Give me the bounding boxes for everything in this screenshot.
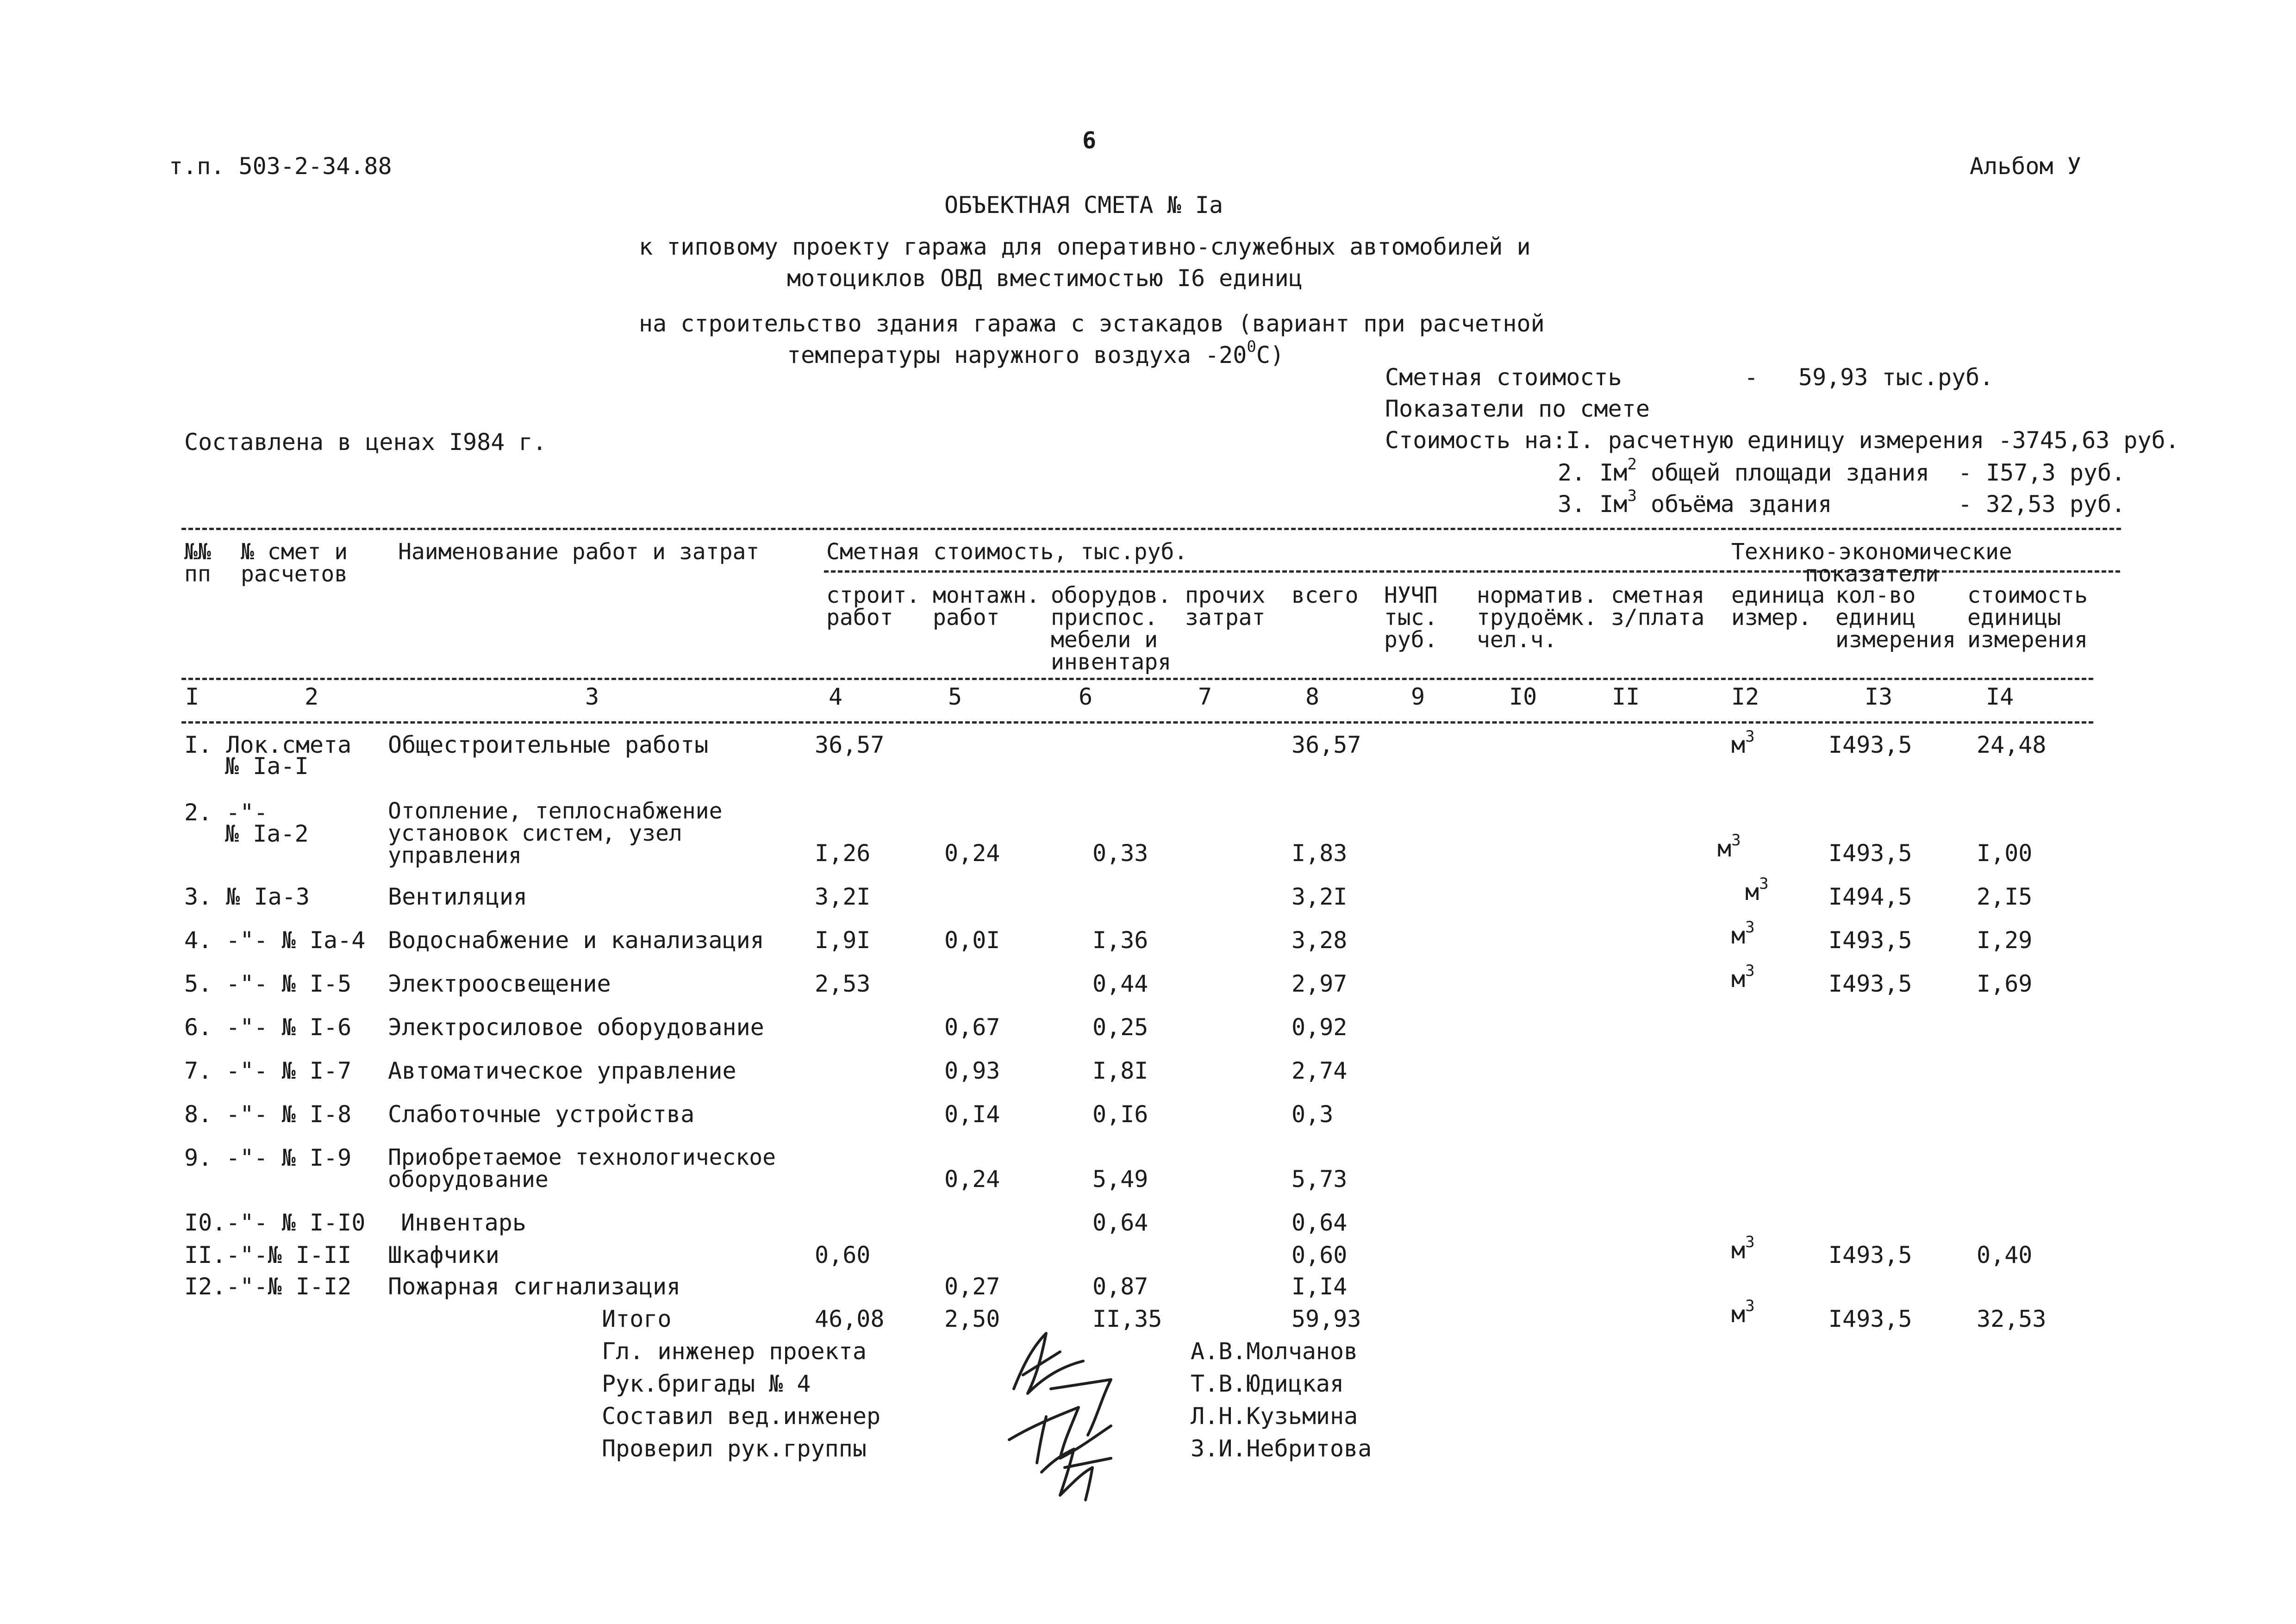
row-6-number: 6. -"- № I-6 bbox=[184, 1014, 352, 1041]
unit-cost-line-2: 2. $Iм^2$ общей площади здания bbox=[1558, 455, 1930, 486]
total-equipment: II,35 bbox=[1092, 1305, 1162, 1332]
subtitle-line-1: к типовому проекту гаража для оперативно-служебных автомобилей и bbox=[639, 233, 1531, 260]
col-header-12: единица измер. bbox=[1731, 582, 1825, 631]
row-11-number: II.-"-№ I-II bbox=[184, 1242, 352, 1268]
row-12-name: Пожарная сигнализация bbox=[388, 1273, 681, 1300]
signature-name-3: Л.Н.Кузьмина bbox=[1191, 1403, 1358, 1430]
row-10-equipment: 0,64 bbox=[1092, 1209, 1148, 1236]
col-header-3: Наименование работ и затрат bbox=[398, 539, 760, 565]
row-8-total: 0,3 bbox=[1292, 1101, 1334, 1128]
signature-name-1: А.В.Молчанов bbox=[1191, 1338, 1358, 1365]
estimate-cost-label: Сметная стоимость bbox=[1385, 364, 1622, 391]
row-5-price: I,69 bbox=[1977, 970, 2033, 997]
row-8-name: Слаботочные устройства bbox=[388, 1101, 695, 1128]
row-1-total: 36,57 bbox=[1292, 731, 1361, 758]
row-5-number: 5. -"- № I-5 bbox=[184, 970, 352, 997]
row-5-qty: I493,5 bbox=[1828, 970, 1912, 997]
row-6-total: 0,92 bbox=[1292, 1014, 1348, 1041]
subtitle-line-4: температуры наружного воздуха $-20^0С$) bbox=[787, 337, 1285, 369]
row-11-total: 0,60 bbox=[1292, 1242, 1348, 1268]
row-2-price: I,00 bbox=[1977, 840, 2033, 867]
row-4-price: I,29 bbox=[1977, 927, 2033, 954]
signature-role-3: Составил вед.инженер bbox=[602, 1403, 881, 1430]
estimate-cost-value: 59,93 тыс.руб. bbox=[1798, 364, 1994, 391]
row-2-number: 2. -"- bbox=[184, 799, 268, 826]
row-11-name: Шкафчики bbox=[388, 1242, 499, 1268]
row-11-qty: I493,5 bbox=[1828, 1242, 1912, 1268]
row-2-name: Отопление, теплоснабжение установок систем, узел управления bbox=[388, 798, 723, 868]
handwritten-signatures bbox=[995, 1319, 1162, 1505]
col-group-tech: Технико-экономические показатели bbox=[1731, 539, 2012, 587]
row-1-qty: I493,5 bbox=[1828, 731, 1912, 758]
row-2-qty: I493,5 bbox=[1828, 840, 1912, 867]
total-label: Итого bbox=[602, 1305, 672, 1332]
subtitle-line-2: мотоциклов ОВД вместимостью I6 единиц bbox=[787, 265, 1303, 292]
album-label: Альбом У bbox=[1970, 153, 2081, 180]
row-5-unit: $м^3$ bbox=[1731, 962, 1755, 993]
row-1-unit: $м^3$ bbox=[1731, 727, 1755, 758]
row-6-equipment: 0,25 bbox=[1092, 1014, 1148, 1041]
row-5-construction: 2,53 bbox=[815, 970, 871, 997]
col-group-cost: Сметная стоимость, тыс.руб. bbox=[826, 539, 1188, 565]
col-header-9: НУЧП тыс. руб. bbox=[1384, 582, 1438, 653]
row-4-equipment: I,36 bbox=[1092, 927, 1148, 954]
row-8-installation: 0,I4 bbox=[944, 1101, 1000, 1128]
compiled-prices-note: Составлена в ценах I984 г. bbox=[184, 429, 547, 456]
row-12-total: I,I4 bbox=[1292, 1273, 1348, 1300]
row-11-unit: $м^3$ bbox=[1731, 1233, 1755, 1264]
row-9-number: 9. -"- № I-9 bbox=[184, 1144, 352, 1171]
col-number-11: II bbox=[1612, 683, 1640, 710]
row-4-qty: I493,5 bbox=[1828, 927, 1912, 954]
row-10-name: Инвентарь bbox=[401, 1209, 526, 1236]
signature-role-2: Рук.бригады № 4 bbox=[602, 1370, 811, 1397]
signature-name-2: Т.В.Юдицкая bbox=[1191, 1370, 1344, 1397]
row-3-qty: I494,5 bbox=[1828, 883, 1912, 910]
row-9-total: 5,73 bbox=[1292, 1166, 1348, 1193]
row-3-total: 3,2I bbox=[1292, 883, 1348, 910]
row-4-total: 3,28 bbox=[1292, 927, 1348, 954]
row-4-installation: 0,0I bbox=[944, 927, 1000, 954]
project-code: т.п. 503-2-34.88 bbox=[169, 153, 392, 180]
row-11-price: 0,40 bbox=[1977, 1242, 2033, 1268]
row-2-total: I,83 bbox=[1292, 840, 1348, 867]
row-3-number: 3. № Iа-3 bbox=[184, 883, 310, 910]
col-header-5: монтажн. работ bbox=[933, 582, 1040, 631]
col-header-14: стоимость единицы измерения bbox=[1967, 582, 2088, 653]
row-5-total: 2,97 bbox=[1292, 970, 1348, 997]
col-number-8: 8 bbox=[1305, 683, 1320, 710]
row-4-number: 4. -"- № Iа-4 bbox=[184, 927, 366, 954]
row-12-equipment: 0,87 bbox=[1092, 1273, 1148, 1300]
col-number-2: 2 bbox=[305, 683, 319, 710]
unit-cost-line-3-value: - 32,53 руб. bbox=[1958, 491, 2126, 518]
row-8-number: 8. -"- № I-8 bbox=[184, 1101, 352, 1128]
row-6-name: Электросиловое оборудование bbox=[388, 1014, 764, 1041]
row-7-installation: 0,93 bbox=[944, 1057, 1000, 1084]
row-1-price: 24,48 bbox=[1977, 731, 2046, 758]
page-number: 6 bbox=[1082, 127, 1097, 154]
row-4-name: Водоснабжение и канализация bbox=[388, 927, 764, 954]
row-2-number-line2: № Iа-2 bbox=[225, 820, 309, 847]
col-header-10: норматив. трудоёмк. чел.ч. bbox=[1477, 582, 1597, 653]
row-3-unit: $м^3$ bbox=[1745, 874, 1769, 906]
row-12-number: I2.-"-№ I-I2 bbox=[184, 1273, 352, 1300]
row-3-construction: 3,2I bbox=[815, 883, 871, 910]
row-7-name: Автоматическое управление bbox=[388, 1057, 736, 1084]
numbers-bottom-rule bbox=[181, 721, 2093, 724]
col-header-1: №№ пп bbox=[184, 539, 211, 587]
row-2-construction: I,26 bbox=[815, 840, 871, 867]
row-7-number: 7. -"- № I-7 bbox=[184, 1057, 352, 1084]
col-number-12: I2 bbox=[1731, 683, 1759, 710]
col-header-11: сметная з/плата bbox=[1611, 582, 1705, 631]
row-2-equipment: 0,33 bbox=[1092, 840, 1148, 867]
row-1-construction: 36,57 bbox=[815, 731, 885, 758]
signature-name-4: З.И.Небритова bbox=[1191, 1435, 1372, 1462]
row-1-number-line2: № Iа-I bbox=[225, 753, 309, 780]
total-price: 32,53 bbox=[1977, 1305, 2046, 1332]
col-number-4: 4 bbox=[829, 683, 843, 710]
col-number-14: I4 bbox=[1986, 683, 2014, 710]
row-3-price: 2,I5 bbox=[1977, 883, 2033, 910]
document-title: ОБЪЕКТНАЯ СМЕТА № Iа bbox=[944, 192, 1223, 219]
row-8-equipment: 0,I6 bbox=[1092, 1101, 1148, 1128]
row-4-unit: $м^3$ bbox=[1731, 918, 1755, 949]
row-5-equipment: 0,44 bbox=[1092, 970, 1148, 997]
row-1-number: I. Лок.смета bbox=[184, 731, 352, 758]
row-4-construction: I,9I bbox=[815, 927, 871, 954]
row-10-total: 0,64 bbox=[1292, 1209, 1348, 1236]
indicators-label: Показатели по смете bbox=[1385, 395, 1650, 422]
row-2-installation: 0,24 bbox=[944, 840, 1000, 867]
total-qty: I493,5 bbox=[1828, 1305, 1912, 1332]
col-number-13: I3 bbox=[1865, 683, 1893, 710]
signature-role-1: Гл. инженер проекта bbox=[602, 1338, 867, 1365]
total-unit: $м^3$ bbox=[1731, 1297, 1755, 1328]
row-6-installation: 0,67 bbox=[944, 1014, 1000, 1041]
row-7-total: 2,74 bbox=[1292, 1057, 1348, 1084]
row-9-name: Приобретаемое технологическое оборудование bbox=[388, 1144, 776, 1193]
unit-cost-line-2-value: - I57,3 руб. bbox=[1958, 459, 2126, 486]
row-2-unit: $м^3$ bbox=[1717, 831, 1741, 862]
row-3-name: Вентиляция bbox=[388, 883, 528, 910]
col-number-1: I bbox=[185, 683, 200, 710]
header-bottom-rule bbox=[181, 678, 2093, 680]
subtitle-line-3: на строительство здания гаража с эстакадов (вариант при расчетной bbox=[639, 310, 1545, 337]
col-number-5: 5 bbox=[948, 683, 962, 710]
col-header-8: всего bbox=[1292, 582, 1359, 608]
unit-cost-line-3: 3. $Iм^3$ объёма здания bbox=[1558, 487, 1832, 518]
col-number-3: 3 bbox=[585, 683, 599, 710]
col-header-2: № смет и расчетов bbox=[241, 539, 348, 587]
col-number-6: 6 bbox=[1079, 683, 1093, 710]
col-header-13: кол-во единиц измерения bbox=[1835, 582, 1956, 653]
row-12-installation: 0,27 bbox=[944, 1273, 1000, 1300]
col-number-10: I0 bbox=[1509, 683, 1537, 710]
col-number-9: 9 bbox=[1411, 683, 1425, 710]
col-header-7: прочих затрат bbox=[1185, 582, 1266, 631]
signature-role-4: Проверил рук.группы bbox=[602, 1435, 867, 1462]
row-7-equipment: I,8I bbox=[1092, 1057, 1148, 1084]
total-installation: 2,50 bbox=[944, 1305, 1000, 1332]
estimate-cost-dash: - bbox=[1744, 364, 1759, 391]
row-11-construction: 0,60 bbox=[815, 1242, 871, 1268]
total-construction: 46,08 bbox=[815, 1305, 885, 1332]
table-top-rule bbox=[181, 528, 2121, 530]
row-9-installation: 0,24 bbox=[944, 1166, 1000, 1193]
row-9-equipment: 5,49 bbox=[1092, 1166, 1148, 1193]
col-header-6: оборудов. приспос. мебели и инвентаря bbox=[1051, 582, 1172, 675]
row-10-number: I0.-"- № I-I0 bbox=[184, 1209, 366, 1236]
col-header-4: строит. работ bbox=[826, 582, 920, 631]
total-sum: 59,93 bbox=[1292, 1305, 1361, 1332]
unit-cost-line-1: Стоимость на:I. расчетную единицу измерения -3745,63 руб. bbox=[1385, 427, 2179, 454]
row-5-name: Электроосвещение bbox=[388, 970, 611, 997]
row-1-name: Общестроительные работы bbox=[388, 731, 709, 758]
col-number-7: 7 bbox=[1198, 683, 1212, 710]
